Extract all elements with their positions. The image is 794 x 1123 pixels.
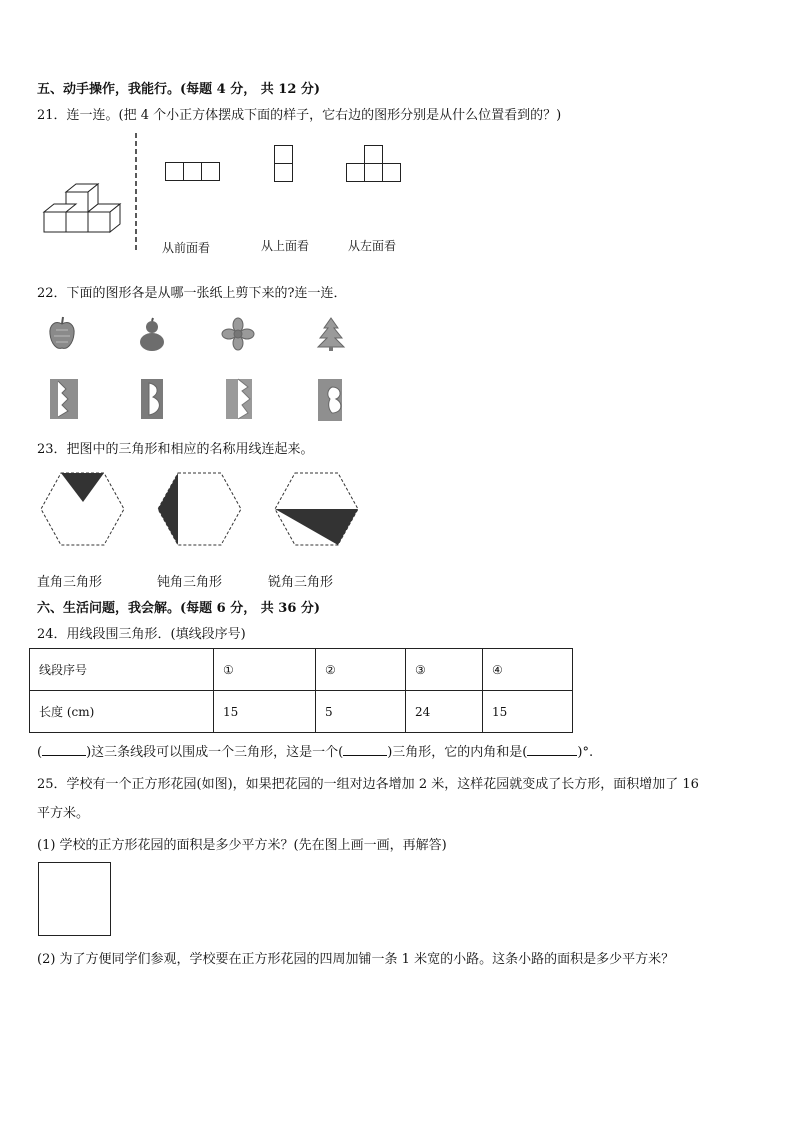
table-cell: 15 <box>483 691 573 733</box>
paper-b <box>141 379 165 419</box>
gourd-shape <box>138 318 166 352</box>
question-23-text: 23．把图中的三角形和相应的名称用线连起来。 <box>37 442 314 457</box>
question-24-answer-line <box>37 741 593 760</box>
view-three-in-row <box>165 162 221 182</box>
dashed-divider <box>134 133 138 253</box>
question-25-sub2: (2) 为了方便同学们参观，学校要在正方形花园的四周加铺一条 1 米宽的小路。这条小路的面积是多少平方米？ <box>37 952 675 967</box>
view-t-shape <box>346 145 402 183</box>
question-25-text-line2: 平方米。 <box>37 806 90 821</box>
question-21-text: 21．连一连。(把 4 个小正方体摆成下面的样子，它右边的图形分别是从什么位置看到的？) <box>37 108 562 123</box>
answer-blank-segments[interactable] <box>42 755 86 756</box>
question-25-sub1: (1) 学校的正方形花园的面积是多少平方米？(先在图上画一画，再解答) <box>37 838 447 853</box>
table-cell: ③ <box>406 649 483 691</box>
label-left-view: 从左面看 <box>348 239 397 253</box>
question-24-text: 24．用线段围三角形．(填线段序号) <box>37 627 246 642</box>
answer-text: )三角形，它的内角和是( <box>387 745 528 760</box>
table-cell: 长度 (cm) <box>30 691 214 733</box>
label-right-triangle: 直角三角形 <box>37 575 103 590</box>
square-garden-figure <box>38 862 111 936</box>
view-two-stacked <box>274 145 294 183</box>
table-row <box>30 649 573 691</box>
segment-table <box>29 648 573 733</box>
tree-shape <box>316 318 346 352</box>
table-cell: ② <box>316 649 406 691</box>
section-5-heading: 五、动手操作，我能行。(每题 4 分， 共 12 分) <box>37 82 321 97</box>
hexagon-obtuse-triangle <box>157 472 243 548</box>
flower-shape <box>222 318 254 350</box>
label-front-view: 从前面看 <box>162 241 211 255</box>
table-cell: 24 <box>406 691 483 733</box>
answer-text: )°. <box>577 745 594 760</box>
question-22-text: 22．下面的图形各是从哪一张纸上剪下来的?连一连． <box>37 286 347 301</box>
cube-stack-figure <box>44 182 124 242</box>
answer-blank-angle-sum[interactable] <box>527 755 577 756</box>
table-cell: 15 <box>214 691 316 733</box>
answer-blank-triangle-type[interactable] <box>343 755 387 756</box>
table-cell: ① <box>214 649 316 691</box>
answer-text: ( <box>37 745 43 760</box>
label-top-view: 从上面看 <box>261 239 310 253</box>
answer-text: )这三条线段可以围成一个三角形，这是一个( <box>86 745 344 760</box>
table-cell: 线段序号 <box>30 649 214 691</box>
hexagon-acute-triangle <box>274 472 360 548</box>
question-25-text-line1: 25．学校有一个正方形花园(如图)，如果把花园的一组对边各增加 2 米，这样花园就变成了长方形，面积增加了 16 <box>37 777 699 792</box>
label-acute-triangle: 锐角三角形 <box>268 575 334 590</box>
table-cell: ④ <box>483 649 573 691</box>
label-obtuse-triangle: 钝角三角形 <box>157 575 223 590</box>
table-row <box>30 691 573 733</box>
paper-d <box>318 379 346 421</box>
paper-a <box>50 379 80 419</box>
section-6-heading: 六、生活问题，我会解。(每题 6 分， 共 36 分) <box>37 601 321 616</box>
apple-shape <box>49 316 75 352</box>
table-cell: 5 <box>316 691 406 733</box>
hexagon-right-triangle <box>40 472 126 548</box>
paper-c <box>226 379 254 419</box>
